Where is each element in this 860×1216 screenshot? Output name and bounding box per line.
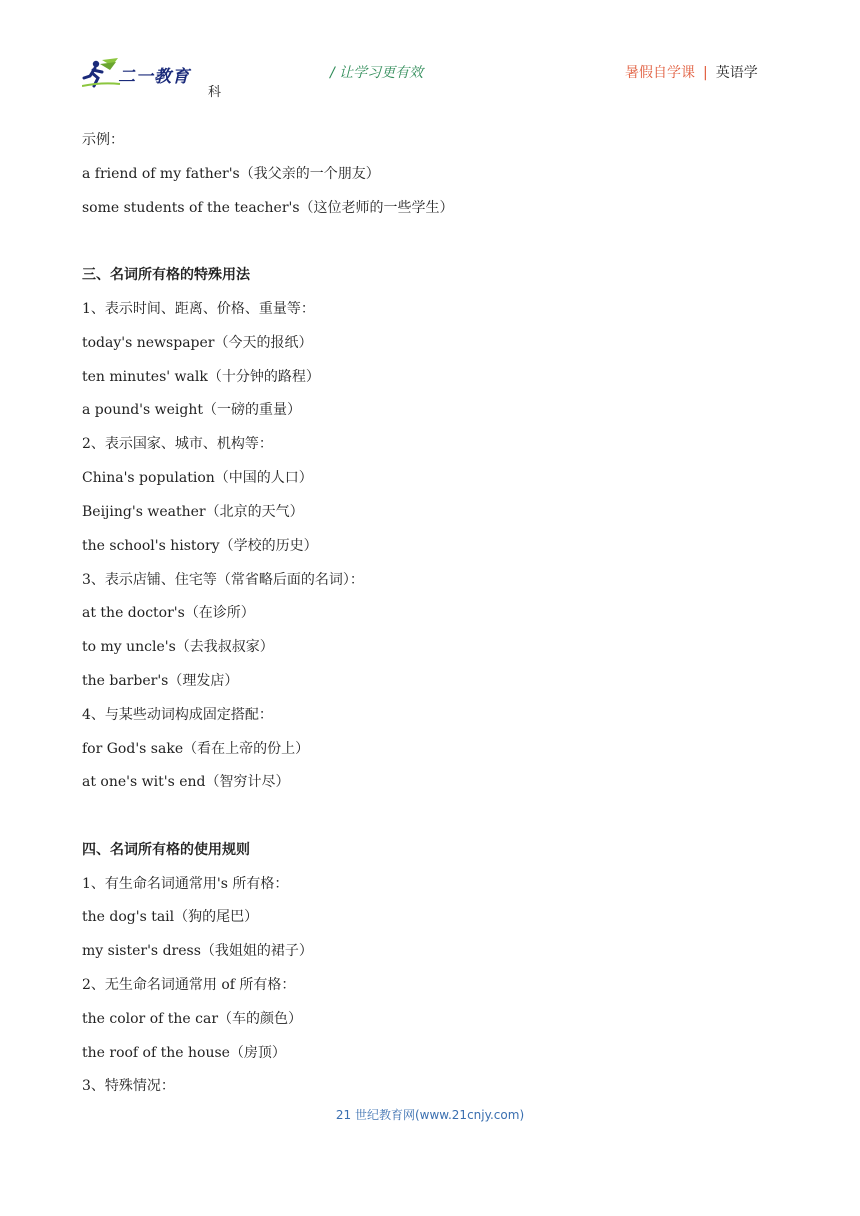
text-line: China's population（中国的人口） xyxy=(82,470,313,486)
text-line: the color of the car（车的颜色） xyxy=(82,1011,303,1027)
text-line: 4、与某些动词构成固定搭配： xyxy=(82,707,273,723)
course-label: 暑假自学课 xyxy=(625,65,695,81)
text-line: to my uncle's（去我叔叔家） xyxy=(82,639,274,655)
text-line: 1、有生命名词通常用's 所有格： xyxy=(82,876,289,892)
subject-tail: 科 xyxy=(208,85,222,100)
text-line: the dog's tail（狗的尾巴） xyxy=(82,909,259,925)
text-line: today's newspaper（今天的报纸） xyxy=(82,335,313,351)
section-heading: 三、名词所有格的特殊用法 xyxy=(82,267,250,283)
logo-text: 二一教育 xyxy=(118,67,190,87)
separator: | xyxy=(703,65,708,81)
text-line: 3、特殊情况： xyxy=(82,1078,175,1094)
text-line: 2、表示国家、城市、机构等： xyxy=(82,436,273,452)
text-line: at one's wit's end（智穷计尽） xyxy=(82,774,290,790)
text-line: the school's history（学校的历史） xyxy=(82,538,318,554)
slogan: / 让学习更有效 xyxy=(330,65,424,81)
section-heading: 四、名词所有格的使用规则 xyxy=(82,842,250,858)
text-line: Beijing's weather（北京的天气） xyxy=(82,504,304,520)
text-line: the roof of the house（房顶） xyxy=(82,1045,286,1061)
text-line: a friend of my father's（我父亲的一个朋友） xyxy=(82,166,380,182)
logo xyxy=(82,56,194,90)
text-line: my sister's dress（我姐姐的裙子） xyxy=(82,943,313,959)
text-line: ten minutes' walk（十分钟的路程） xyxy=(82,369,320,385)
page-footer: 21 世纪教育网(www.21cnjy.com) xyxy=(335,1108,525,1122)
text-line: 1、表示时间、距离、价格、重量等： xyxy=(82,301,315,317)
text-line: the barber's（理发店） xyxy=(82,673,239,689)
course-info xyxy=(625,62,758,82)
text-line: 3、表示店铺、住宅等（常省略后面的名词）： xyxy=(82,572,364,588)
subject-label: 英语学 xyxy=(715,65,758,81)
text-line: a pound's weight（一磅的重量） xyxy=(82,402,302,418)
text-line: for God's sake（看在上帝的份上） xyxy=(82,741,310,757)
text-line: some students of the teacher's（这位老师的一些学生） xyxy=(82,200,454,216)
page-header xyxy=(0,0,860,110)
text-line: at the doctor's（在诊所） xyxy=(82,605,255,621)
text-line: 2、无生命名词通常用 of 所有格： xyxy=(82,977,296,993)
runner-logo-icon xyxy=(82,56,122,90)
text-line: 示例： xyxy=(82,132,124,148)
